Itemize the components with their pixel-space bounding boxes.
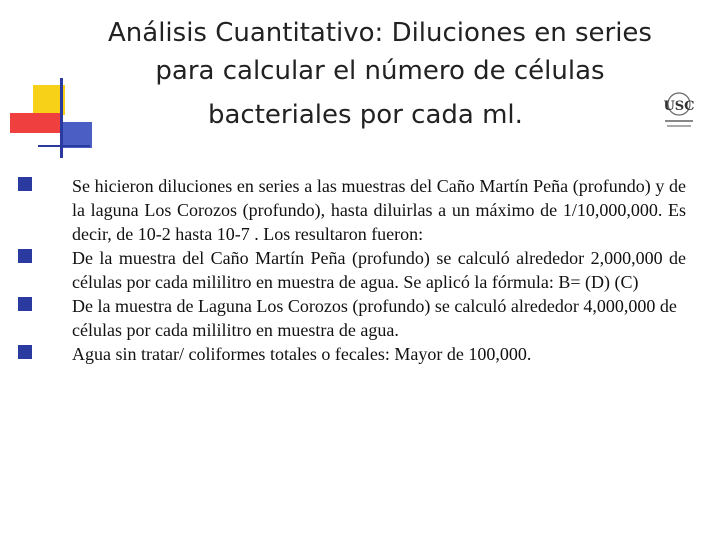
title-line-1: Análisis Cuantitativo: Diluciones en series — [108, 18, 652, 48]
bullet-item — [18, 174, 686, 246]
bullet-text: De la muestra del Caño Martín Peña (profundo) se calculó alrededor 2,000,000 de células por cada mililitro en muestra de agua. Se aplicó la fórmula: B= (D) (C) — [72, 248, 686, 292]
logo-text: USC — [663, 99, 695, 114]
bullet-square-icon — [18, 345, 32, 359]
bullet-square-icon — [18, 177, 32, 191]
bullet-square-icon — [18, 297, 32, 311]
bullet-text: Agua sin tratar/ coliformes totales o fecales: Mayor de 100,000. — [72, 344, 532, 364]
decor-red-bar — [10, 113, 62, 133]
bullet-square-icon — [18, 249, 32, 263]
decor-horizontal-line — [38, 145, 90, 147]
usc-logo — [660, 90, 698, 130]
title-line-3: bacteriales por cada ml. — [208, 100, 523, 130]
bullet-list — [18, 174, 686, 366]
bullet-item — [18, 294, 686, 342]
bullet-text: Se hicieron diluciones en series a las muestras del Caño Martín Peña (profundo) y de la laguna Los Corozos (profundo), hasta diluirlas a un máximo de 1/10,000,000. Es decir, de 10-2 hasta 10-7 . Los resultaron fueron: — [72, 176, 686, 244]
bullet-item — [18, 246, 686, 294]
bullet-item — [18, 342, 686, 366]
bullet-text: De la muestra de Laguna Los Corozos (profundo) se calculó alrededor 4,000,000 de células por cada mililitro en muestra de agua. — [72, 296, 677, 340]
slide-title — [80, 14, 680, 90]
title-line-2: para calcular el número de células — [155, 56, 605, 86]
